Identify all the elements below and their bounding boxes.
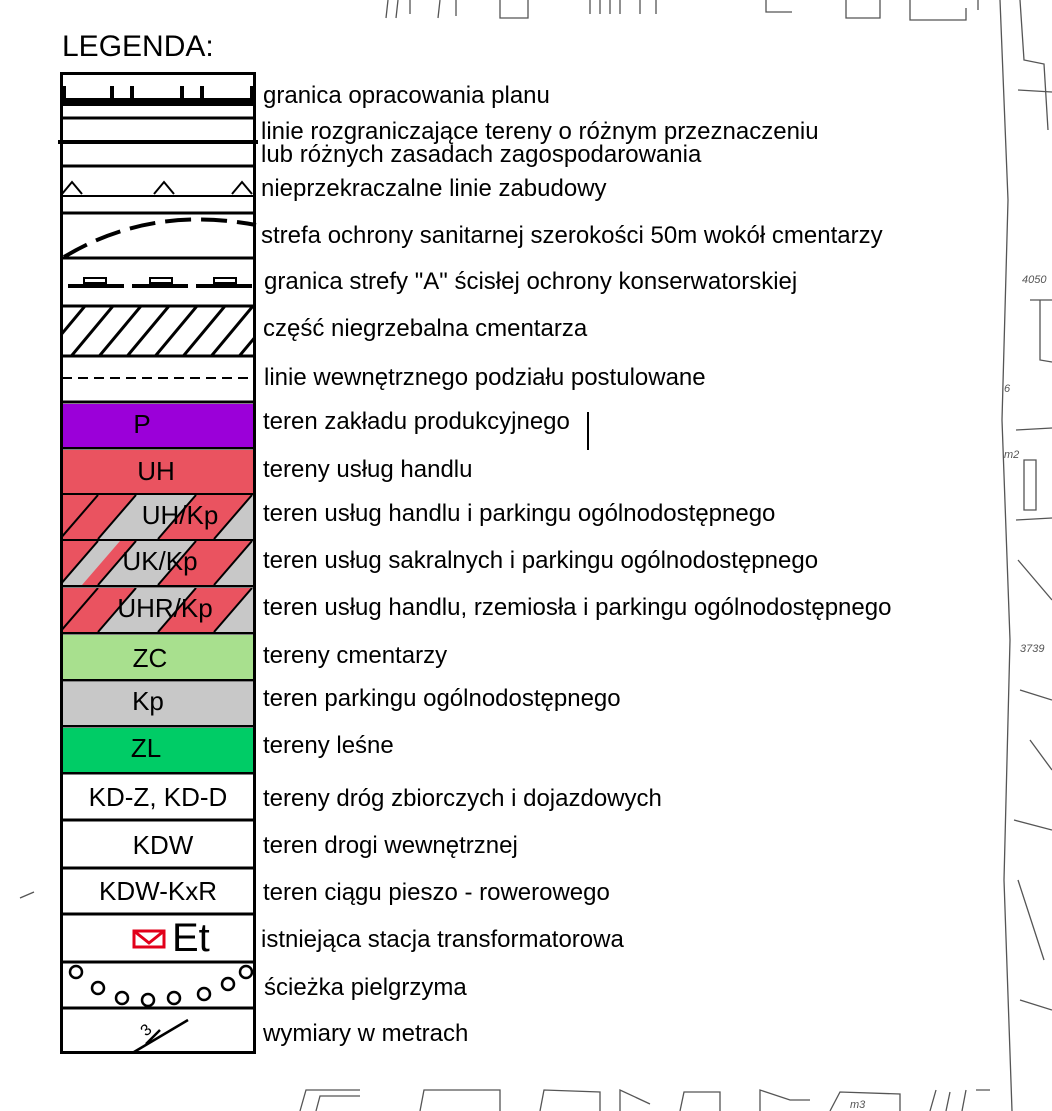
legend-text-1: granica opracowania planu bbox=[263, 82, 550, 109]
legend-text-21: wymiary w metrach bbox=[263, 1020, 469, 1047]
code-p: P bbox=[133, 409, 151, 439]
code-kd: KD-Z, KD-D bbox=[88, 782, 228, 812]
map-label: m2 bbox=[1004, 449, 1020, 461]
legend-text-15: tereny leśne bbox=[263, 732, 394, 759]
legend-text-4: strefa ochrony sanitarnej szerokości 50m wokół cmentarzy bbox=[261, 222, 883, 249]
map-label: 6 bbox=[1004, 383, 1011, 395]
legend-text-3: nieprzekraczalne linie zabudowy bbox=[261, 175, 607, 202]
legend-text-13: tereny cmentarzy bbox=[263, 642, 448, 669]
code-uh: UH bbox=[137, 456, 175, 486]
map-label: 4050 bbox=[1022, 274, 1047, 286]
map-label: 3739 bbox=[1020, 643, 1045, 655]
legend-text-11: teren usług sakralnych i parkingu ogólnodostępnego bbox=[263, 547, 819, 574]
legend-text-2b: lub różnych zasadach zagospodarowania bbox=[261, 141, 702, 168]
text-cursor bbox=[587, 412, 589, 450]
legend-text-19: istniejąca stacja transformatorowa bbox=[261, 926, 624, 953]
code-zl: ZL bbox=[130, 733, 162, 763]
legend-text-7: linie wewnętrznego podziału postulowane bbox=[264, 364, 706, 391]
legend-text-16: tereny dróg zbiorczych i dojazdowych bbox=[263, 785, 662, 812]
legend-text-18: teren ciągu pieszo - rowerowego bbox=[263, 879, 610, 906]
code-kp: Kp bbox=[132, 686, 164, 716]
code-kdw-kxr: KDW-KxR bbox=[99, 876, 217, 906]
legend-text-2: linie rozgraniczające tereny o różnym przeznaczeniu bbox=[261, 118, 819, 145]
code-uh-kp: UH/Kp bbox=[141, 500, 219, 530]
legend-text-20: ścieżka pielgrzyma bbox=[264, 974, 467, 1001]
legend-title: LEGENDA: bbox=[62, 30, 214, 63]
code-et: Et bbox=[172, 916, 210, 960]
code-uk-kp: UK/Kp bbox=[122, 546, 198, 576]
legend-text-10: teren usług handlu i parkingu ogólnodostępnego bbox=[263, 500, 776, 527]
legend-text-5: granica strefy "A" ścisłej ochrony konserwatorskiej bbox=[264, 268, 798, 295]
code-kdw: KDW bbox=[132, 830, 194, 860]
dimension-value: 3 bbox=[137, 1021, 156, 1040]
code-uhr-kp: UHR/Kp bbox=[117, 593, 213, 623]
legend-text-17: teren drogi wewnętrznej bbox=[263, 832, 518, 859]
legend-text-6: część niegrzebalna cmentarza bbox=[263, 315, 588, 342]
legend-text-8: teren zakładu produkcyjnego bbox=[263, 408, 570, 435]
code-zc: ZC bbox=[132, 643, 168, 673]
map-label: m3 bbox=[850, 1099, 866, 1111]
legend-text-12: teren usług handlu, rzemiosła i parkingu ogólnodostępnego bbox=[263, 594, 892, 621]
legend-text-14: teren parkingu ogólnodostępnego bbox=[263, 685, 621, 712]
legend-text-9: tereny usług handlu bbox=[263, 456, 473, 483]
